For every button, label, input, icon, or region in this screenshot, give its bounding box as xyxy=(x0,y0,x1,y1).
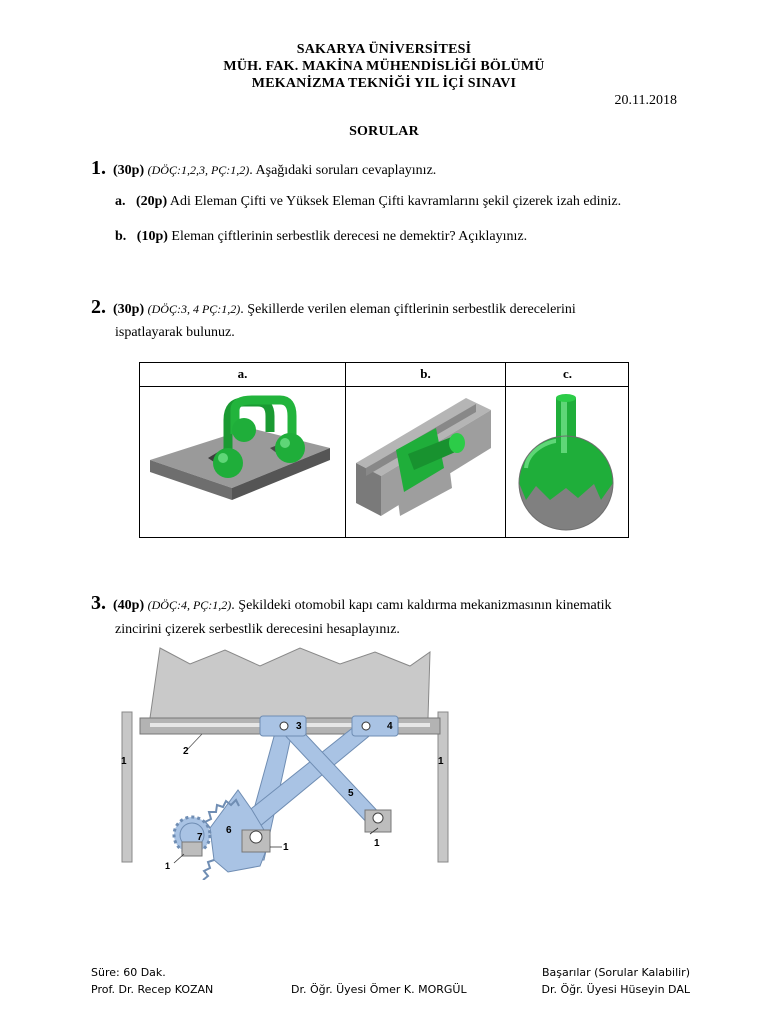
question-3 xyxy=(91,590,681,619)
figure-b xyxy=(345,363,505,537)
spherical-pair-illustration xyxy=(506,388,630,538)
question-points: (40p) xyxy=(113,598,145,613)
question-text: . Aşağıdaki soruları cevaplayınız. xyxy=(249,163,437,178)
figure-table xyxy=(139,362,629,538)
instructor-1: Prof. Dr. Recep KOZAN xyxy=(91,983,214,996)
left-frame-post xyxy=(122,712,132,862)
window-lifter-mechanism xyxy=(110,640,470,880)
exam-duration: Süre: 60 Dak. xyxy=(91,966,166,979)
pin-3 xyxy=(280,722,288,730)
label-1-pinion: 1 xyxy=(165,861,171,871)
subquestion-points: (20p) xyxy=(136,194,168,209)
subquestion-label: b. xyxy=(115,229,127,244)
subquestion-text: Adi Eleman Çifti ve Yüksek Eleman Çifti kavramlarını şekil çizerek izah ediniz. xyxy=(169,194,622,209)
figure-label: b. xyxy=(346,363,505,387)
question-1b xyxy=(115,224,695,250)
department-title: MÜH. FAK. MAKİNA MÜHENDİSLİĞİ BÖLÜMÜ xyxy=(223,59,545,74)
question-meta: (DÖÇ:1,2,3, PÇ:1,2) xyxy=(147,163,250,177)
label-7: 7 xyxy=(197,832,203,843)
exam-title: MEKANİZMA TEKNİĞİ YIL İÇİ SINAVI xyxy=(251,76,517,91)
good-luck-note: Başarılar (Sorular Kalabilir) xyxy=(542,966,690,979)
question-2-continued: ispatlayarak bulunuz. xyxy=(115,325,235,340)
question-text: . Şekildeki otomobil kapı camı kaldırma mekanizmasının kinematik xyxy=(231,598,612,613)
label-1-right: 1 xyxy=(438,756,444,767)
section-title: SORULAR xyxy=(349,124,419,139)
question-meta: (DÖÇ:3, 4 PÇ:1,2) xyxy=(147,302,241,316)
pivot-6 xyxy=(250,831,262,843)
question-3-continued: zincirini çizerek serbestlik derecesini hesaplayınız. xyxy=(115,622,400,637)
figure-a xyxy=(140,363,345,537)
question-1 xyxy=(91,155,681,184)
question-number: 1. xyxy=(91,157,106,179)
subquestion-text: Eleman çiftlerinin serbestlik derecesi ne demektir? Açıklayınız. xyxy=(171,229,528,244)
question-number: 3. xyxy=(91,592,106,614)
question-1a xyxy=(115,189,695,215)
figure-label: a. xyxy=(140,363,345,387)
university-title: SAKARYA ÜNİVERSİTESİ xyxy=(296,42,472,57)
label-4: 4 xyxy=(387,721,393,732)
question-meta: (DÖÇ:4, PÇ:1,2) xyxy=(147,598,232,612)
label-5: 5 xyxy=(348,788,354,799)
instructor-2: Dr. Öğr. Üyesi Ömer K. MORGÜL xyxy=(291,983,467,996)
pivot-5 xyxy=(373,813,383,823)
label-2: 2 xyxy=(183,746,189,757)
label-6: 6 xyxy=(226,825,232,836)
glass-panel xyxy=(150,648,430,718)
pin-4 xyxy=(362,722,370,730)
instructor-3: Dr. Öğr. Üyesi Hüseyin DAL xyxy=(541,983,690,996)
exam-date: 20.11.2018 xyxy=(614,93,677,108)
question-number: 2. xyxy=(91,296,106,318)
subquestion-points: (10p) xyxy=(136,229,168,244)
question-points: (30p) xyxy=(113,163,145,178)
figure-c xyxy=(505,363,629,537)
pinion-support xyxy=(182,842,202,856)
figure-label: c. xyxy=(506,363,629,387)
label-3: 3 xyxy=(296,721,302,732)
label-1-left: 1 xyxy=(121,756,127,767)
sliding-pair-illustration xyxy=(346,388,506,538)
label-1-gear: 1 xyxy=(283,842,289,853)
label-1-support: 1 xyxy=(374,838,380,849)
ball-joint-pair-illustration xyxy=(140,388,345,538)
subquestion-label: a. xyxy=(115,194,126,209)
question-2 xyxy=(91,294,681,323)
question-points: (30p) xyxy=(113,302,145,317)
question-text: . Şekillerde verilen eleman çiftlerinin serbestlik derecelerini xyxy=(240,302,576,317)
